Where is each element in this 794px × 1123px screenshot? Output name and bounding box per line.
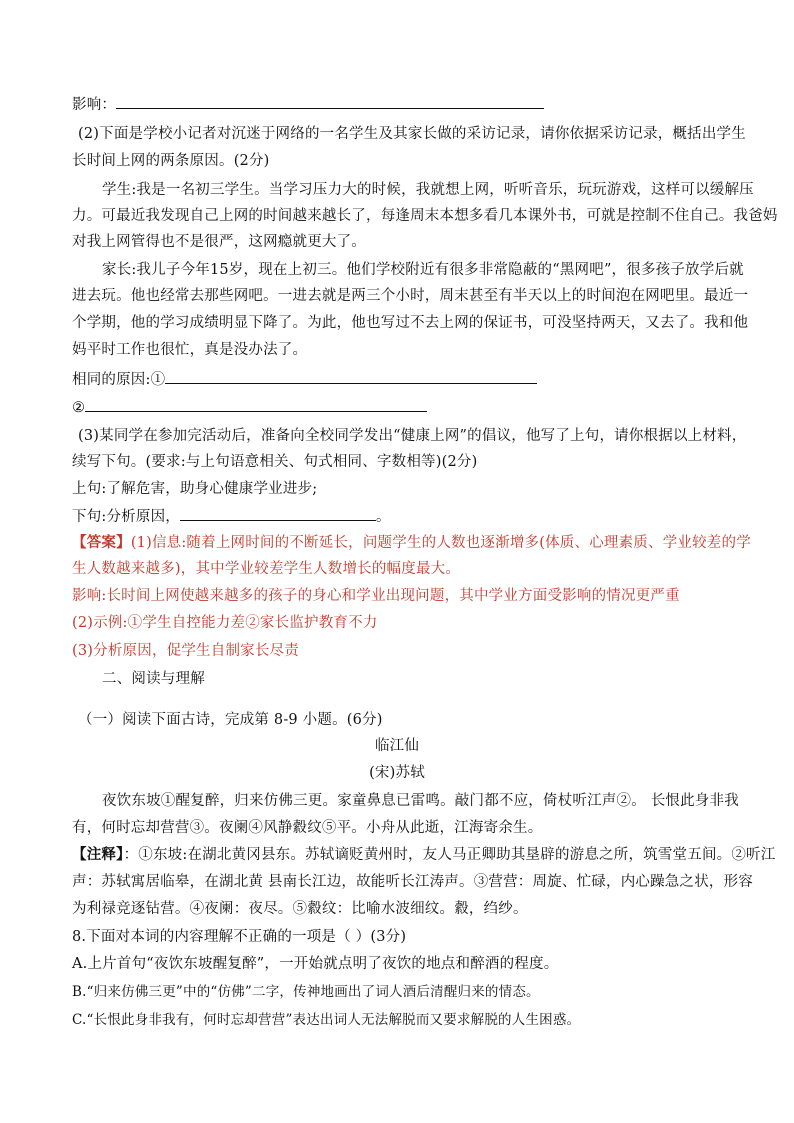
answer-line-5: (3)分析原因，促学生自制家长尽责 — [72, 643, 299, 659]
q8-option-a[interactable]: A.上片首句“夜饮东坡醒复醉”，一开始就点明了夜饮的地点和醉酒的程度。 — [72, 956, 559, 972]
q3-lower-label: 下句:分析原因， — [72, 509, 180, 525]
poem-title: 临江仙 — [374, 738, 420, 754]
reason-2-label: ② — [72, 400, 86, 416]
q3-prompt-line-2: 续写下句。(要求:与上句语意相关、句式相同、字数相等)(2分) — [72, 454, 478, 470]
parent-line-2: 进去玩。他也经常去那些网吧。一进去就是两三个小时，周末甚至有半天以上的时间泡在网吧里。最近一 — [72, 288, 749, 304]
q2-prompt-line-1: (2)下面是学校小记者对沉迷于网络的一名学生及其家长做的采访记录，请你依据采访记录，概括出学生 — [78, 126, 746, 142]
influence-blank[interactable] — [116, 94, 544, 109]
section-two-heading: 二、阅读与理解 — [102, 671, 205, 687]
poem-intro: （一）阅读下面古诗，完成第 8-9 小题。(6分) — [78, 712, 383, 728]
reason-1-blank[interactable] — [165, 369, 537, 384]
q2-prompt-line-2: 长时间上网的两条原因。(2分) — [72, 153, 270, 169]
q3-lower-blank[interactable] — [180, 506, 376, 521]
answer-line-3: 影响:长时间上网使越来越多的孩子的身心和学业出现问题，其中学业方面受影响的情况更严重 — [72, 588, 680, 604]
influence-label: 影响： — [72, 97, 117, 113]
note-line-3: 为利禄竞逐钻营。④夜阑：夜尽。⑤縠纹：比喻水波细纹。縠，绉纱。 — [72, 901, 528, 917]
note-tag: 【注释】 — [72, 846, 124, 863]
influence-line — [72, 94, 544, 115]
student-line-3: 对我上网管得也不是很严，这网瘾就更大了。 — [72, 234, 366, 250]
note-text-1: ：①东坡:在湖北黄冈县东。苏轼谪贬黄州时，友人马正卿助其垦辟的游息之所，筑雪堂五间。②听江 — [123, 847, 776, 863]
reason-1-line — [72, 369, 537, 390]
q3-upper-sentence: 上句:了解危害，助身心健康学业进步; — [72, 481, 318, 497]
parent-line-1: 家长:我儿子今年15岁，现在上初三。他们学校附近有很多非常隐蔽的“黑网吧”，很多孩子放学后就 — [102, 262, 744, 278]
answer-text-1: (1)信息:随着上网时间的不断延长，问题学生的人数也逐渐增多(体质、心理素质、学业较差的学 — [130, 535, 751, 551]
reason-2-blank[interactable] — [85, 397, 427, 412]
q3-prompt-line-1: (3)某同学在参加完活动后，准备向全校同学发出“健康上网”的倡议，他写了上句，请你根据以上材料， — [78, 428, 747, 444]
q8-option-c[interactable]: C.“长恨此身非我有，何时忘却营营”表达出词人无法解脱而又要求解脱的人生困惑。 — [72, 1012, 581, 1028]
parent-line-3: 个学期，他的学习成绩明显下降了。为此，他也写过不去上网的保证书，可没坚持两天，又去了。我和他 — [72, 315, 749, 331]
q8-option-b[interactable]: B.“归来仿佛三更”中的“仿佛”二字，传神地画出了词人酒后清醒归来的情态。 — [72, 984, 540, 1000]
answer-line-1 — [72, 533, 751, 553]
student-line-2: 力。可最近我发现自己上网的时间越来越长了，每逢周末本想多看几本课外书，可就是控制不住自己。我爸妈 — [72, 208, 778, 224]
q3-lower-line — [72, 506, 391, 527]
reason-2-line — [72, 397, 427, 418]
reason-1-label: 相同的原因:① — [72, 372, 166, 388]
note-line-1 — [72, 845, 775, 865]
note-line-2: 声：苏轼寓居临皋，在湖北黄 县南长江边，故能听长江涛声。③营营：周旋、忙碌，内心躁急之状，形容 — [72, 874, 754, 890]
q3-lower-end: 。 — [376, 509, 391, 525]
student-line-1: 学生:我是一名初三学生。当学习压力大的时候，我就想上网，听听音乐，玩玩游戏，这样可以缓解压 — [102, 182, 754, 198]
poem-line-1: 夜饮东坡①醒复醉，归来仿佛三更。家童鼻息已雷鸣。敲门都不应，倚杖听江声②。 长恨此身非我 — [102, 793, 739, 809]
poem-line-2: 有，何时忘却营营③。夜阑④风静縠纹⑤平。小舟从此逝，江海寄余生。 — [72, 820, 543, 836]
answer-line-4: (2)示例:①学生自控能力差②家长监护教育不力 — [72, 615, 378, 631]
answer-line-2: 生人数越来越多)，其中学业较差学生人数增长的幅度最大。 — [72, 561, 461, 577]
q8-stem: 8.下面对本词的内容理解不正确的一项是（ ）(3分) — [72, 929, 407, 945]
parent-line-4: 妈平时工作也很忙，真是没办法了。 — [72, 342, 308, 358]
answer-tag: 【答案】 — [72, 534, 131, 551]
poem-author: (宋)苏轼 — [369, 765, 425, 781]
